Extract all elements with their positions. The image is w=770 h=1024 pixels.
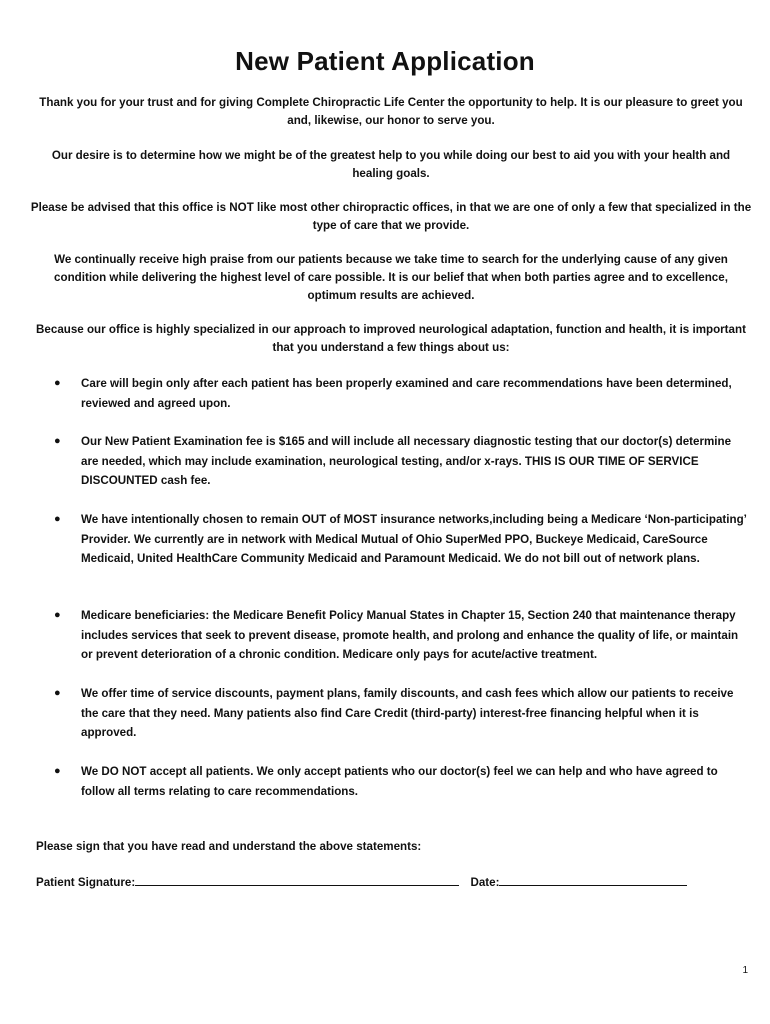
bullet-text: We offer time of service discounts, payment plans, family discounts, and cash fees which allow our patients to receive the care that they need. Many patients also find Care Credit (third-party) interest-free financing helpful when it is approved. bbox=[81, 687, 734, 739]
bullet-text: We DO NOT accept all patients. We only accept patients who our doctor(s) feel we can help and who have agreed to follow all terms relating to care recommendations. bbox=[81, 765, 718, 798]
bullet-icon: ● bbox=[54, 513, 61, 525]
bullet-text: Our New Patient Examination fee is $165 and will include all necessary diagnostic testing that our doctor(s) determine are needed, which may include examination, neurological testing, and/or x-rays. THIS IS OUR TIME OF SERVICE DISCOUNTED cash fee. bbox=[81, 435, 732, 487]
page-title: New Patient Application bbox=[235, 46, 535, 76]
signature-row bbox=[36, 872, 687, 892]
bullet-icon: ● bbox=[54, 377, 61, 389]
intro-paragraph-desire: Our desire is to determine how we might be of the greatest help to you while doing our best to aid you with your health and healing goals. bbox=[51, 149, 731, 180]
intro-paragraph-praise: We continually receive high praise from our patients because we take time to search for the underlying cause of any given condition while delivering the highest level of care possible. It is our belief that when both parties agree and to excellence, optimum results are achieved. bbox=[54, 253, 728, 302]
bullet-icon: ● bbox=[54, 687, 61, 699]
signature-field[interactable] bbox=[135, 872, 459, 886]
bullet-icon: ● bbox=[54, 435, 61, 447]
intro-paragraph-thanks: Thank you for your trust and for giving Complete Chiropractic Life Center the opportunity to help. It is our pleasure to greet you and, likewise, our honor to serve you. bbox=[39, 96, 743, 127]
bullet-icon: ● bbox=[54, 609, 61, 621]
signature-label: Patient Signature: bbox=[36, 876, 136, 889]
date-field[interactable] bbox=[499, 872, 687, 886]
intro-paragraph-specialized: Because our office is highly specialized in our approach to improved neurological adaptation, function and health, it is important that you understand a few things about us: bbox=[36, 323, 746, 354]
bullet-text: Care will begin only after each patient has been properly examined and care recommendations have been determined, reviewed and agreed upon. bbox=[81, 377, 732, 410]
bullet-text: We have intentionally chosen to remain OUT of MOST insurance networks,including being a Medicare ‘Non-participating’ Provider. We currently are in network with Medical Mutual of Ohio SuperMed PPO, Buckeye Medicaid, CareSource Medicaid, United HealthCare Community Medicaid and Paramount Medicaid. We do not bill out of network plans. bbox=[81, 513, 747, 565]
date-label: Date: bbox=[470, 876, 500, 889]
sign-prompt: Please sign that you have read and understand the above statements: bbox=[36, 840, 422, 853]
intro-paragraph-advised: Please be advised that this office is NOT like most other chiropractic offices, in that we are one of only a few that specialized in the type of care that we provide. bbox=[30, 201, 752, 232]
bullet-icon: ● bbox=[54, 765, 61, 777]
page-number: 1 bbox=[742, 965, 748, 976]
bullet-text: Medicare beneficiaries: the Medicare Benefit Policy Manual States in Chapter 15, Section 240 that maintenance therapy includes services that seek to prevent disease, promote health, and prolong and enhance the quality of life, or maintain or prevent deterioration of a chronic condition. Medicare only pays for acute/active treatment. bbox=[81, 609, 739, 661]
